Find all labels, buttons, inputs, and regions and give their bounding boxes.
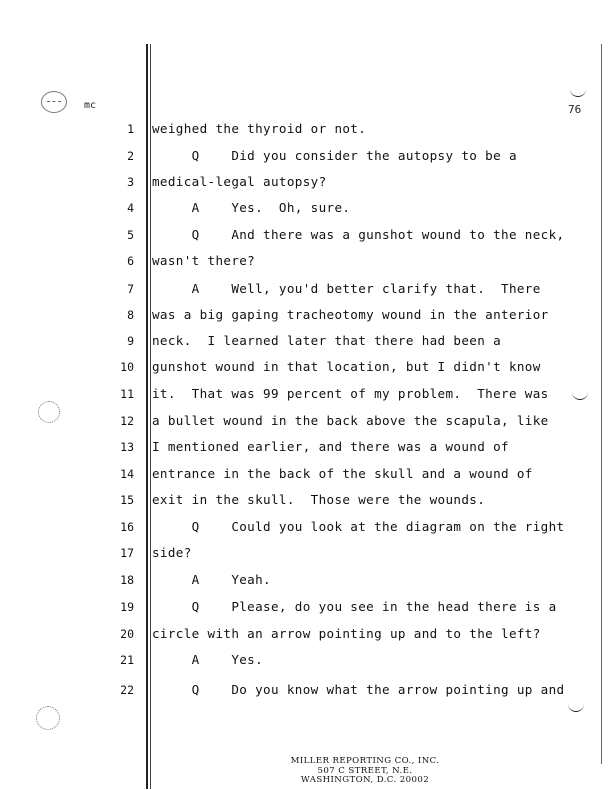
line-text: neck. I learned later that there had been a <box>152 333 502 348</box>
line-text: medical-legal autopsy? <box>152 174 327 189</box>
transcript-line <box>0 384 612 404</box>
transcript-line <box>0 225 612 245</box>
line-number: 6 <box>127 254 134 268</box>
reporter-footer <box>250 757 480 786</box>
line-text: side? <box>152 545 192 560</box>
footer-company: MILLER REPORTING CO., INC. <box>290 756 440 766</box>
line-text: A Well, you'd better clarify that. There <box>152 281 541 296</box>
line-number: 13 <box>120 440 134 454</box>
transcript-line <box>0 119 612 139</box>
line-text: entrance in the back of the skull and a wound of <box>152 466 533 481</box>
transcript-line <box>0 680 612 700</box>
transcript-line <box>0 172 612 192</box>
transcript-line <box>0 650 612 670</box>
scan-mark-bottom <box>568 703 584 712</box>
line-number: 17 <box>120 546 134 560</box>
line-text: A Yes. Oh, sure. <box>152 200 351 215</box>
line-number: 4 <box>127 201 134 215</box>
line-number: 5 <box>127 228 134 242</box>
line-text: weighed the thyroid or not. <box>152 121 367 136</box>
transcript-line <box>0 517 612 537</box>
line-number: 14 <box>120 467 134 481</box>
transcript-line <box>0 570 612 590</box>
line-text: Q Do you know what the arrow pointing up and <box>152 682 565 697</box>
line-number: 20 <box>120 627 134 641</box>
line-number: 18 <box>120 573 134 587</box>
line-text: exit in the skull. Those were the wounds. <box>152 492 486 507</box>
transcript-line <box>0 624 612 644</box>
transcript-line <box>0 279 612 299</box>
line-text: a bullet wound in the back above the scapula, like <box>152 413 549 428</box>
line-number: 21 <box>120 653 134 667</box>
punch-hole-bottom <box>36 706 60 730</box>
transcript-line <box>0 543 612 563</box>
page-number: 76 <box>568 103 582 116</box>
line-number: 15 <box>120 493 134 507</box>
transcript-line <box>0 411 612 431</box>
transcript-line <box>0 331 612 351</box>
transcript-line <box>0 357 612 377</box>
transcript-line <box>0 437 612 457</box>
transcript-line <box>0 146 612 166</box>
line-number: 2 <box>127 149 134 163</box>
transcript-line <box>0 490 612 510</box>
line-text: Q Did you consider the autopsy to be a <box>152 148 517 163</box>
line-number: 1 <box>127 122 134 136</box>
line-number: 19 <box>120 600 134 614</box>
line-number: 8 <box>127 308 134 322</box>
punch-hole-top <box>41 91 67 113</box>
line-text: Q Could you look at the diagram on the right <box>152 519 565 534</box>
line-text: wasn't there? <box>152 253 256 268</box>
line-text: Q Please, do you see in the head there is a <box>152 599 557 614</box>
line-number: 7 <box>127 282 134 296</box>
line-text: gunshot wound in that location, but I didn't know <box>152 359 541 374</box>
line-number: 3 <box>127 175 134 189</box>
scan-mark-top <box>570 88 586 97</box>
line-number: 22 <box>120 683 134 697</box>
line-number: 11 <box>120 387 134 401</box>
line-text: I mentioned earlier, and there was a wound of <box>152 439 509 454</box>
line-text: circle with an arrow pointing up and to the left? <box>152 626 541 641</box>
line-number: 16 <box>120 520 134 534</box>
line-number: 12 <box>120 414 134 428</box>
transcript-line <box>0 597 612 617</box>
line-text: was a big gaping tracheotomy wound in the anterior <box>152 307 549 322</box>
line-text: A Yeah. <box>152 572 271 587</box>
transcript-line <box>0 305 612 325</box>
line-number: 9 <box>127 334 134 348</box>
transcript-line <box>0 198 612 218</box>
transcript-line <box>0 464 612 484</box>
line-text: Q And there was a gunshot wound to the neck, <box>152 227 565 242</box>
line-text: it. That was 99 percent of my problem. There was <box>152 386 549 401</box>
transcript-line <box>0 251 612 271</box>
footer-street: 507 C STREET, N.E. <box>317 765 413 776</box>
reporter-initials: mc <box>84 100 97 111</box>
line-text: A Yes. <box>152 652 264 667</box>
line-number: 10 <box>120 360 134 374</box>
footer-city: WASHINGTON, D.C. 20002 <box>300 775 430 785</box>
